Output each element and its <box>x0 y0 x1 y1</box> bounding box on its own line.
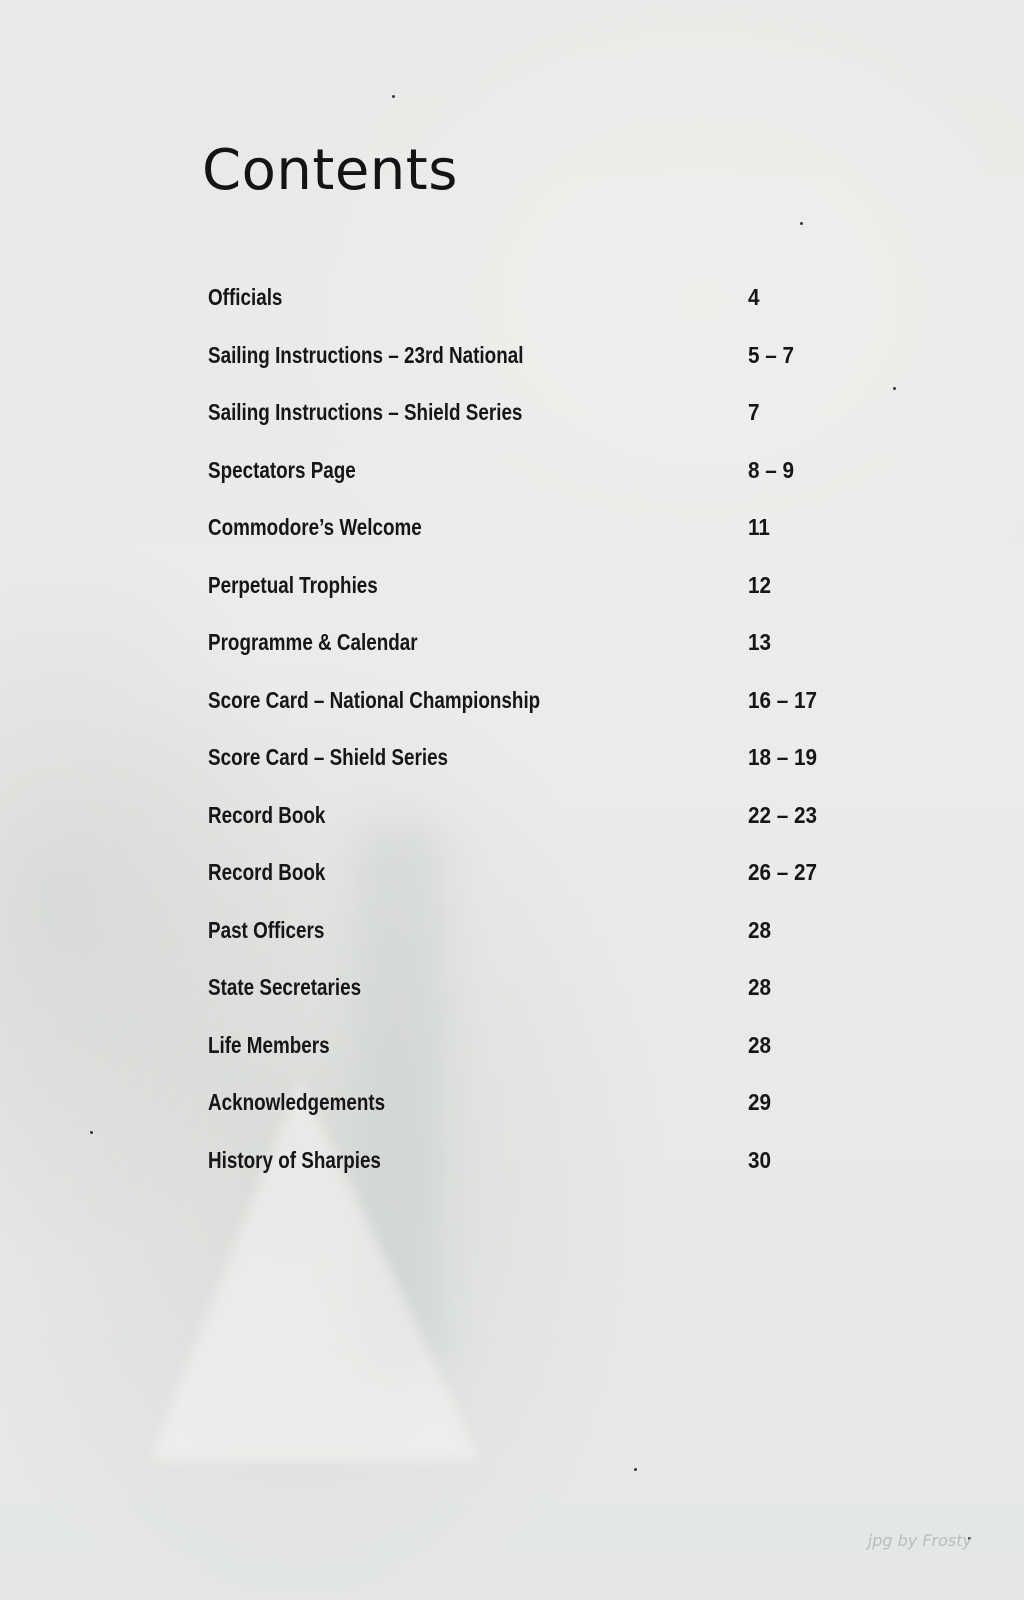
toc-entry-page: 30 <box>748 1146 772 1173</box>
toc-entry-page: 28 <box>748 916 772 943</box>
toc-row <box>208 742 848 800</box>
toc-entry-label: History of Sharpies <box>208 1146 381 1173</box>
toc-row <box>208 627 848 685</box>
toc-row <box>208 1145 848 1203</box>
toc-row <box>208 512 848 570</box>
toc-entry-page: 18 – 19 <box>748 744 818 770</box>
toc-row <box>208 1087 848 1145</box>
photo-credit-watermark: jpg by Frosty <box>867 1531 972 1550</box>
toc-entry-label: Past Officers <box>208 916 325 943</box>
toc-row <box>208 685 848 743</box>
toc-entry-page: 7 <box>748 399 760 425</box>
toc-entry-label: Spectators Page <box>208 456 356 483</box>
toc-entry-label: Programme & Calendar <box>208 629 418 655</box>
toc-entry-page: 16 – 17 <box>748 686 818 713</box>
toc-entry-label: Officials <box>208 284 283 310</box>
page-title: Contents <box>202 138 458 203</box>
toc-row <box>208 282 848 340</box>
toc-entry-page: 8 – 9 <box>748 456 795 483</box>
paper-speck <box>90 1131 93 1134</box>
toc-entry-label: Acknowledgements <box>208 1089 386 1115</box>
toc-row <box>208 455 848 513</box>
toc-entry-label: Perpetual Trophies <box>208 571 378 598</box>
paper-speck <box>893 387 896 390</box>
toc-entry-label: State Secretaries <box>208 974 362 1000</box>
toc-entry-page: 29 <box>748 1089 772 1115</box>
toc-row <box>208 397 848 455</box>
toc-entry-page: 28 <box>748 1031 772 1058</box>
toc-entry-label: Commodore’s Welcome <box>208 514 422 540</box>
toc-entry-label: Record Book <box>208 801 326 828</box>
toc-entry-page: 28 <box>748 974 772 1000</box>
toc-row <box>208 915 848 973</box>
toc-entry-label: Sailing Instructions – 23rd National <box>208 341 524 368</box>
toc-entry-label: Record Book <box>208 859 326 885</box>
toc-row <box>208 972 848 1030</box>
paper-speck <box>392 95 395 98</box>
toc-entry-label: Score Card – National Championship <box>208 686 541 713</box>
toc-entry-label: Life Members <box>208 1031 330 1058</box>
toc-row <box>208 857 848 915</box>
paper-speck <box>634 1468 637 1471</box>
toc-entry-page: 13 <box>748 629 772 655</box>
toc-row <box>208 570 848 628</box>
toc-entry-page: 11 <box>748 514 770 540</box>
toc-entry-label: Sailing Instructions – Shield Series <box>208 399 523 425</box>
toc-entry-page: 22 – 23 <box>748 801 818 828</box>
toc-entry-page: 12 <box>748 571 772 598</box>
table-of-contents <box>208 282 848 1202</box>
toc-entry-page: 26 – 27 <box>748 859 818 885</box>
toc-entry-page: 4 <box>748 284 760 310</box>
toc-row <box>208 340 848 398</box>
toc-row <box>208 800 848 858</box>
paper-speck <box>800 222 803 225</box>
toc-row <box>208 1030 848 1088</box>
toc-entry-label: Score Card – Shield Series <box>208 744 449 770</box>
toc-entry-page: 5 – 7 <box>748 341 795 368</box>
